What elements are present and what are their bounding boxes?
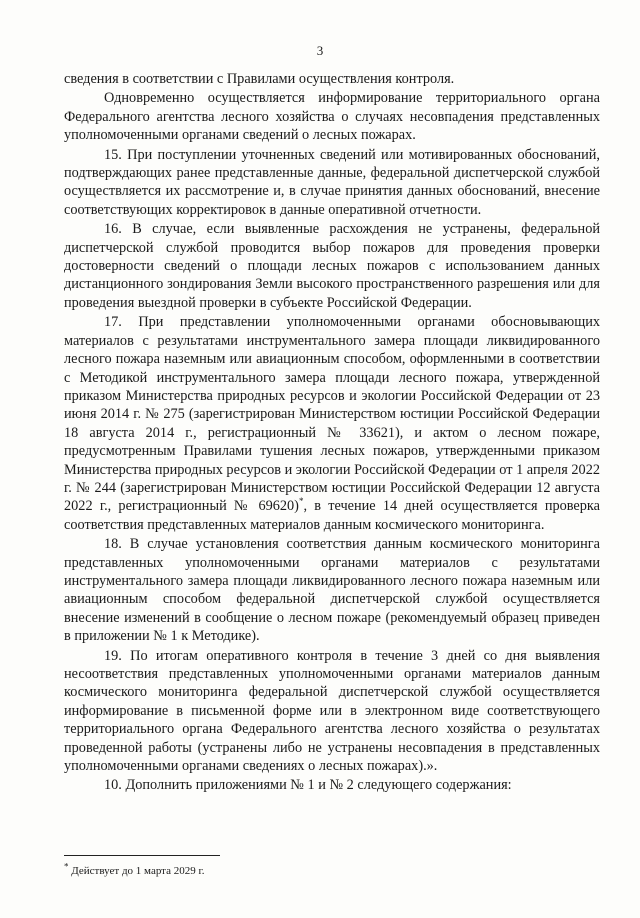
document-body (64, 70, 600, 795)
paragraph-16: 16. В случае, если выявленные расхождения не устранены, федеральной диспетчерской службой проводится выбор пожаров для проведения проверки достоверности сведений о площади лесных пожаров с использованием данных дистанционного зондирования Земли высокого пространственного разрешения или для проведения выездной проверки в субъекте Российской Федерации. (64, 221, 600, 311)
footnote-reference: * (298, 496, 304, 507)
paragraph-19: 19. По итогам оперативного контроля в течение 3 дней со дня выявления несоответствия представленных уполномоченными органами материалов данным космического мониторинга федеральной диспетчерской службой осуществляется информирование в письменной форме или в электронном виде соответствующего территориального органа Федерального агентства лесного хозяйства о результатах проведенной работы (устранены либо не устранены несовпадения в представленных уполномоченными органами сведениях о лесных пожарах).». (64, 647, 600, 775)
paragraph-continuation: сведения в соответствии с Правилами осуществления контроля. (64, 71, 455, 87)
paragraph-17-text: 17. При представлении уполномоченными органами обосновывающих материалов с результатами инструментального замера площади ликвидированного лесного пожара наземным или авиационным способом, оформленными в соответствии с Методикой инструментального замера площади лесного пожара, утвержденной приказом Министерства природных ресурсов и экологии Российской Федерации от 23 июня 2014 г. № 275 (зарегистрирован Министерством юстиции Российской Федерации 18 августа 2014 г., регистрационный № 33621), и актом о лесном пожаре, предусмотренным Правилами тушения лесных пожаров, утвержденными приказом Министерства природных ресурсов и экологии Российской Федерации от 1 апреля 2022 г. № 244 (зарегистрирован Министерством юстиции Российской Федерации 12 августа 2022 г., регистрационный № 69620) (64, 314, 600, 515)
footnote (64, 861, 600, 878)
paragraph-informing: Одновременно осуществляется информирование территориального органа Федерального агентства лесного хозяйства о случаях несовпадения представленных уполномоченными органами сведений о лесных пожарах. (64, 90, 600, 144)
paragraph-17-text-end: , в течение 14 дней осуществляется проверка соответствия представленных материалов данным космического мониторинга. (64, 498, 601, 533)
footnote-divider (64, 855, 220, 856)
paragraph-10-amendment: 10. Дополнить приложениями № 1 и № 2 следующего содержания: (104, 777, 512, 794)
paragraph-18: 18. В случае установления соответствия данным космического мониторинга представленных уполномоченными органами материалов с результатами инструментального замера площади ликвидированного лесного пожара наземным или авиационным способом федеральной диспетчерской службой осуществляется внесение изменений в сообщение о лесном пожаре (рекомендуемый образец приведен в приложении № 1 к Методике). (64, 536, 600, 645)
footnote-text: Действует до 1 марта 2029 г. (68, 865, 205, 877)
paragraph-15: 15. При поступлении уточненных сведений или мотивированных обоснований, подтверждающих ранее представленные данные, федеральной диспетчерской службой осуществляется их рассмотрение и, в случае принятия данных обоснований, внесение соответствующих корректировок в данные оперативной отчетности. (64, 146, 600, 218)
page-number: 3 (316, 43, 324, 58)
paragraph-17 (64, 313, 600, 534)
footnote-mark: * (64, 861, 69, 872)
